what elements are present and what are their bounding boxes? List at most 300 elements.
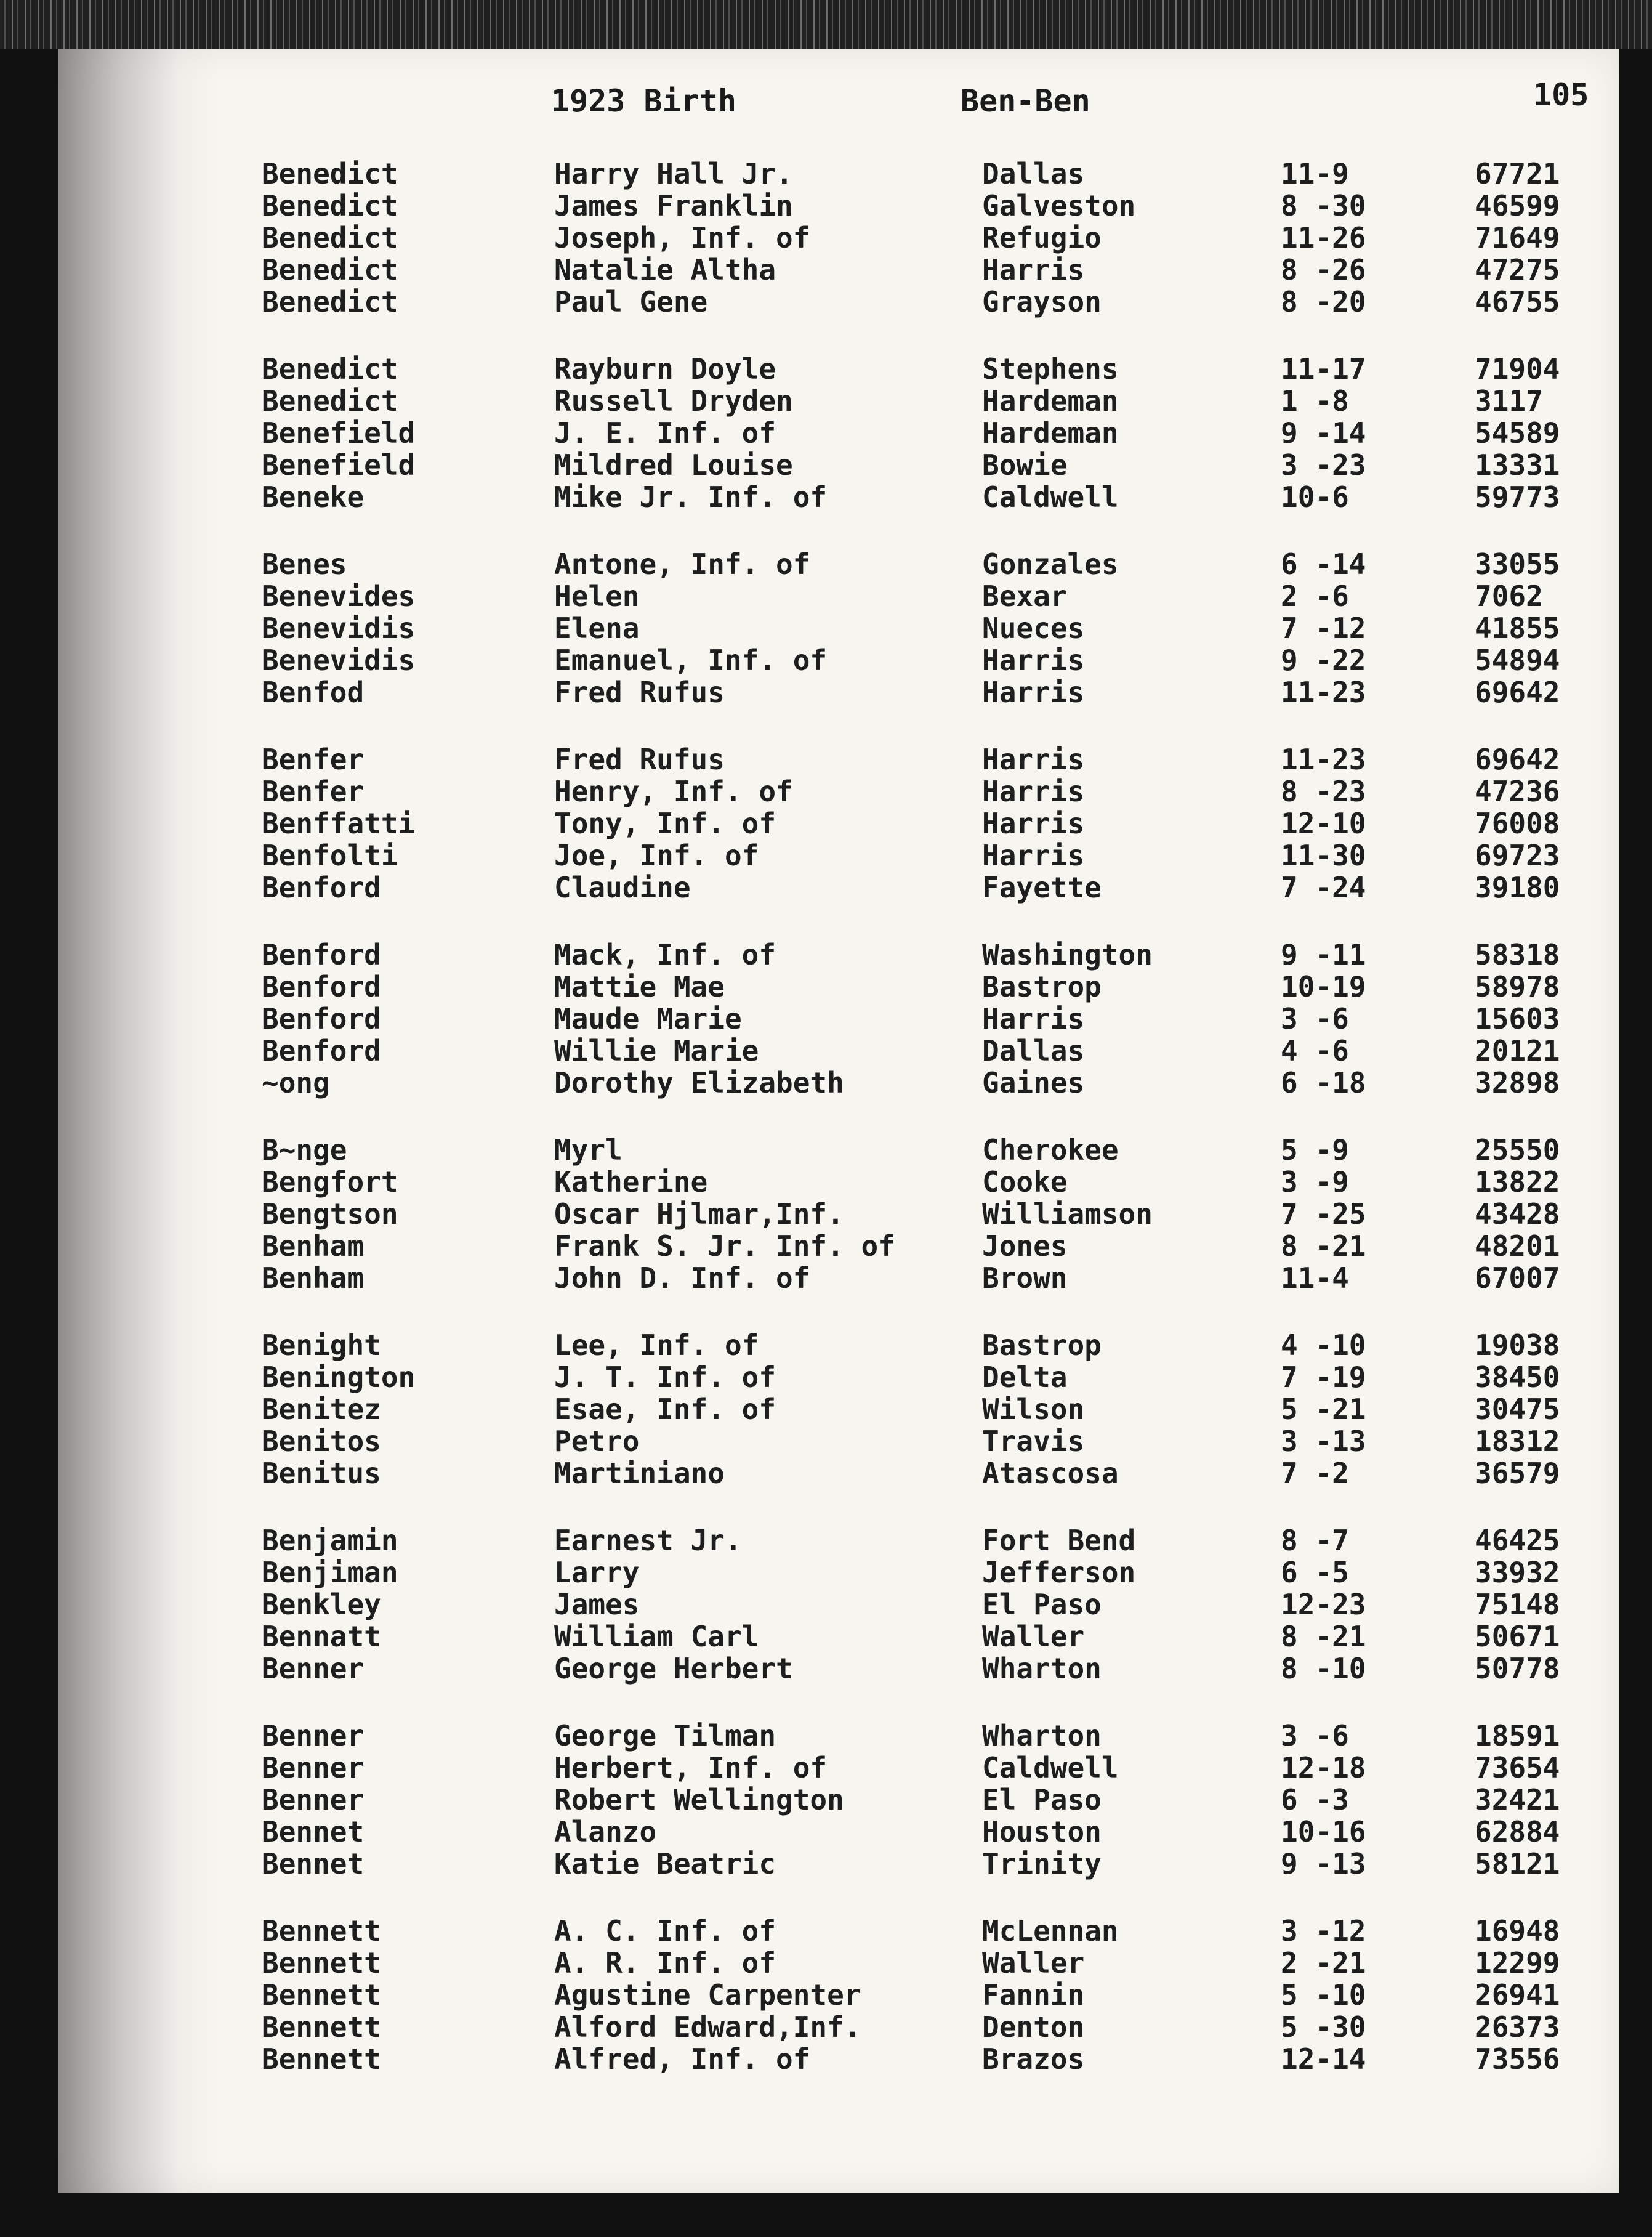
county-cell: Houston	[982, 1815, 1102, 1848]
surname-cell: Benham	[262, 1261, 365, 1295]
certificate-number-cell: 48201	[1475, 1229, 1560, 1263]
name-range: Ben-Ben	[961, 83, 1090, 119]
table-row	[58, 1393, 1619, 1426]
table-row	[58, 1751, 1619, 1784]
table-row	[58, 1425, 1619, 1458]
date-cell: 3 -9	[1281, 1165, 1349, 1199]
surname-cell: Benner	[262, 1751, 365, 1784]
table-row	[58, 1620, 1619, 1653]
date-cell: 3 -6	[1281, 1002, 1349, 1035]
given-name-cell: John D. Inf. of	[554, 1261, 810, 1295]
table-row	[58, 970, 1619, 1003]
county-cell: Waller	[982, 1620, 1085, 1653]
surname-cell: Benner	[262, 1652, 365, 1685]
date-cell: 8 -7	[1281, 1524, 1349, 1557]
surname-cell: Benedict	[262, 189, 398, 222]
surname-cell: Benkley	[262, 1588, 381, 1621]
table-row	[58, 743, 1619, 776]
table-row	[58, 1652, 1619, 1685]
table-row	[58, 871, 1619, 904]
certificate-number-cell: 69642	[1475, 743, 1560, 776]
county-cell: Dallas	[982, 157, 1085, 190]
given-name-cell: Alanzo	[554, 1815, 657, 1848]
county-cell: Fannin	[982, 1978, 1085, 2012]
surname-cell: Benjamin	[262, 1524, 398, 1557]
date-cell: 6 -5	[1281, 1556, 1349, 1589]
certificate-number-cell: 73654	[1475, 1751, 1560, 1784]
date-cell: 4 -6	[1281, 1034, 1349, 1067]
certificate-number-cell: 46425	[1475, 1524, 1560, 1557]
table-row	[58, 807, 1619, 840]
given-name-cell: Myrl	[554, 1133, 623, 1167]
certificate-number-cell: 59773	[1475, 480, 1560, 514]
county-cell: Wharton	[982, 1652, 1102, 1685]
county-cell: Delta	[982, 1361, 1068, 1394]
table-row	[58, 384, 1619, 418]
surname-cell: Benevides	[262, 580, 416, 613]
certificate-number-cell: 41855	[1475, 612, 1560, 645]
given-name-cell: Paul Gene	[554, 285, 708, 318]
county-cell: Travis	[982, 1425, 1085, 1458]
given-name-cell: James Franklin	[554, 189, 793, 222]
given-name-cell: Alford Edward,Inf.	[554, 2010, 861, 2044]
county-cell: Harris	[982, 807, 1085, 840]
table-row	[58, 2042, 1619, 2076]
certificate-number-cell: 18312	[1475, 1425, 1560, 1458]
table-row	[58, 1261, 1619, 1295]
given-name-cell: Esae, Inf. of	[554, 1393, 776, 1426]
table-row	[58, 1197, 1619, 1231]
county-cell: Brown	[982, 1261, 1068, 1295]
surname-cell: Benes	[262, 548, 347, 581]
surname-cell: ~ong	[262, 1066, 330, 1099]
given-name-cell: Emanuel, Inf. of	[554, 644, 828, 677]
county-cell: Washington	[982, 938, 1153, 971]
given-name-cell: George Herbert	[554, 1652, 793, 1685]
date-cell: 12-23	[1281, 1588, 1366, 1621]
certificate-number-cell: 43428	[1475, 1197, 1560, 1231]
given-name-cell: Russell Dryden	[554, 384, 793, 418]
table-row	[58, 1034, 1619, 1067]
date-cell: 5 -21	[1281, 1393, 1366, 1426]
certificate-number-cell: 12299	[1475, 1946, 1560, 1980]
paper-sheet	[58, 49, 1619, 2193]
given-name-cell: Katherine	[554, 1165, 708, 1199]
county-cell: Harris	[982, 839, 1085, 872]
given-name-cell: George Tilman	[554, 1719, 776, 1752]
date-cell: 12-14	[1281, 2042, 1366, 2076]
surname-cell: Benitez	[262, 1393, 381, 1426]
given-name-cell: Henry, Inf. of	[554, 775, 793, 808]
date-cell: 7 -19	[1281, 1361, 1366, 1394]
date-cell: 5 -30	[1281, 2010, 1366, 2044]
table-row	[58, 612, 1619, 645]
table-row	[58, 839, 1619, 872]
certificate-number-cell: 3117	[1475, 384, 1543, 418]
surname-cell: Benffatti	[262, 807, 416, 840]
certificate-number-cell: 50778	[1475, 1652, 1560, 1685]
county-cell: Jones	[982, 1229, 1068, 1263]
given-name-cell: Larry	[554, 1556, 640, 1589]
date-cell: 11-9	[1281, 157, 1349, 190]
date-cell: 10-16	[1281, 1815, 1366, 1848]
certificate-number-cell: 54589	[1475, 416, 1560, 450]
given-name-cell: Willie Marie	[554, 1034, 759, 1067]
certificate-number-cell: 32898	[1475, 1066, 1560, 1099]
table-row	[58, 1229, 1619, 1263]
given-name-cell: Helen	[554, 580, 640, 613]
given-name-cell: Elena	[554, 612, 640, 645]
table-row	[58, 548, 1619, 581]
given-name-cell: Antone, Inf. of	[554, 548, 810, 581]
surname-cell: Benington	[262, 1361, 416, 1394]
county-cell: Trinity	[982, 1847, 1102, 1880]
table-row	[58, 448, 1619, 482]
surname-cell: Benitos	[262, 1425, 381, 1458]
certificate-number-cell: 33055	[1475, 548, 1560, 581]
table-row	[58, 938, 1619, 971]
certificate-number-cell: 47275	[1475, 253, 1560, 286]
date-cell: 3 -6	[1281, 1719, 1349, 1752]
surname-cell: Bengfort	[262, 1165, 398, 1199]
certificate-number-cell: 47236	[1475, 775, 1560, 808]
surname-cell: Benham	[262, 1229, 365, 1263]
page-number: 105	[1533, 77, 1589, 113]
table-row	[58, 676, 1619, 709]
county-cell: Galveston	[982, 189, 1136, 222]
table-row	[58, 285, 1619, 318]
certificate-number-cell: 38450	[1475, 1361, 1560, 1394]
surname-cell: Bennet	[262, 1815, 365, 1848]
given-name-cell: Joe, Inf. of	[554, 839, 759, 872]
county-cell: Harris	[982, 253, 1085, 286]
date-cell: 4 -10	[1281, 1329, 1366, 1362]
table-row	[58, 1457, 1619, 1490]
surname-cell: Benford	[262, 970, 381, 1003]
certificate-number-cell: 7062	[1475, 580, 1543, 613]
given-name-cell: Harry Hall Jr.	[554, 157, 793, 190]
surname-cell: Benevidis	[262, 644, 416, 677]
table-row	[58, 2010, 1619, 2044]
date-cell: 10-6	[1281, 480, 1349, 514]
county-cell: Bastrop	[982, 1329, 1102, 1362]
table-row	[58, 775, 1619, 808]
county-cell: Harris	[982, 743, 1085, 776]
date-cell: 3 -13	[1281, 1425, 1366, 1458]
surname-cell: Benner	[262, 1719, 365, 1752]
table-row	[58, 1946, 1619, 1980]
surname-cell: Benefield	[262, 416, 416, 450]
surname-cell: Benford	[262, 1034, 381, 1067]
date-cell: 3 -23	[1281, 448, 1366, 482]
given-name-cell: J. T. Inf. of	[554, 1361, 776, 1394]
certificate-number-cell: 19038	[1475, 1329, 1560, 1362]
county-cell: Atascosa	[982, 1457, 1119, 1490]
county-cell: Hardeman	[982, 416, 1119, 450]
certificate-number-cell: 33932	[1475, 1556, 1560, 1589]
date-cell: 11-23	[1281, 676, 1366, 709]
certificate-number-cell: 50671	[1475, 1620, 1560, 1653]
date-cell: 10-19	[1281, 970, 1366, 1003]
date-cell: 5 -10	[1281, 1978, 1366, 2012]
county-cell: McLennan	[982, 1914, 1119, 1948]
table-row	[58, 253, 1619, 286]
given-name-cell: Earnest Jr.	[554, 1524, 742, 1557]
county-cell: Denton	[982, 2010, 1085, 2044]
certificate-number-cell: 46599	[1475, 189, 1560, 222]
given-name-cell: A. C. Inf. of	[554, 1914, 776, 1948]
given-name-cell: Mike Jr. Inf. of	[554, 480, 828, 514]
date-cell: 11-30	[1281, 839, 1366, 872]
date-cell: 9 -13	[1281, 1847, 1366, 1880]
county-cell: Gaines	[982, 1066, 1085, 1099]
surname-cell: Bennett	[262, 1978, 381, 2012]
surname-cell: Benfolti	[262, 839, 398, 872]
county-cell: Harris	[982, 644, 1085, 677]
table-row	[58, 1361, 1619, 1394]
surname-cell: Benedict	[262, 157, 398, 190]
surname-cell: B~nge	[262, 1133, 347, 1167]
given-name-cell: A. R. Inf. of	[554, 1946, 776, 1980]
certificate-number-cell: 15603	[1475, 1002, 1560, 1035]
given-name-cell: Rayburn Doyle	[554, 352, 776, 386]
date-cell: 7 -24	[1281, 871, 1366, 904]
table-row	[58, 1066, 1619, 1099]
county-cell: Grayson	[982, 285, 1102, 318]
certificate-number-cell: 13331	[1475, 448, 1560, 482]
date-cell: 12-18	[1281, 1751, 1366, 1784]
table-row	[58, 1914, 1619, 1948]
table-row	[58, 1783, 1619, 1816]
given-name-cell: James	[554, 1588, 640, 1621]
given-name-cell: Alfred, Inf. of	[554, 2042, 810, 2076]
county-cell: Bowie	[982, 448, 1068, 482]
given-name-cell: Mildred Louise	[554, 448, 793, 482]
county-cell: Harris	[982, 775, 1085, 808]
certificate-number-cell: 69642	[1475, 676, 1560, 709]
certificate-number-cell: 18591	[1475, 1719, 1560, 1752]
certificate-number-cell: 39180	[1475, 871, 1560, 904]
given-name-cell: Natalie Altha	[554, 253, 776, 286]
table-row	[58, 1556, 1619, 1589]
surname-cell: Benevidis	[262, 612, 416, 645]
surname-cell: Bennett	[262, 1946, 381, 1980]
date-cell: 11-17	[1281, 352, 1366, 386]
given-name-cell: Agustine Carpenter	[554, 1978, 861, 2012]
date-cell: 8 -21	[1281, 1620, 1366, 1653]
county-cell: Wharton	[982, 1719, 1102, 1752]
certificate-number-cell: 32421	[1475, 1783, 1560, 1816]
certificate-number-cell: 30475	[1475, 1393, 1560, 1426]
given-name-cell: Maude Marie	[554, 1002, 742, 1035]
given-name-cell: Oscar Hjlmar,Inf.	[554, 1197, 844, 1231]
county-cell: Williamson	[982, 1197, 1153, 1231]
surname-cell: Benedict	[262, 352, 398, 386]
given-name-cell: Herbert, Inf. of	[554, 1751, 828, 1784]
county-cell: Dallas	[982, 1034, 1085, 1067]
table-row	[58, 1002, 1619, 1035]
county-cell: Stephens	[982, 352, 1119, 386]
date-cell: 6 -14	[1281, 548, 1366, 581]
table-row	[58, 480, 1619, 514]
date-cell: 8 -20	[1281, 285, 1366, 318]
date-cell: 7 -2	[1281, 1457, 1349, 1490]
date-cell: 11-4	[1281, 1261, 1349, 1295]
date-cell: 8 -23	[1281, 775, 1366, 808]
surname-cell: Benitus	[262, 1457, 381, 1490]
certificate-number-cell: 58978	[1475, 970, 1560, 1003]
date-cell: 9 -22	[1281, 644, 1366, 677]
county-cell: Hardeman	[982, 384, 1119, 418]
county-cell: Cooke	[982, 1165, 1068, 1199]
scan-edge-noise	[0, 0, 1652, 49]
date-cell: 11-23	[1281, 743, 1366, 776]
given-name-cell: Martiniano	[554, 1457, 725, 1490]
table-row	[58, 1847, 1619, 1880]
surname-cell: Benedict	[262, 253, 398, 286]
given-name-cell: Katie Beatric	[554, 1847, 776, 1880]
given-name-cell: Dorothy Elizabeth	[554, 1066, 844, 1099]
county-cell: Refugio	[982, 221, 1102, 254]
given-name-cell: J. E. Inf. of	[554, 416, 776, 450]
date-cell: 2 -21	[1281, 1946, 1366, 1980]
table-row	[58, 1719, 1619, 1752]
date-cell: 8 -21	[1281, 1229, 1366, 1263]
county-cell: Caldwell	[982, 480, 1119, 514]
surname-cell: Benedict	[262, 384, 398, 418]
certificate-number-cell: 36579	[1475, 1457, 1560, 1490]
given-name-cell: Claudine	[554, 871, 691, 904]
date-cell: 3 -12	[1281, 1914, 1366, 1948]
surname-cell: Bennett	[262, 2010, 381, 2044]
date-cell: 8 -30	[1281, 189, 1366, 222]
given-name-cell: Joseph, Inf. of	[554, 221, 810, 254]
certificate-number-cell: 16948	[1475, 1914, 1560, 1948]
table-row	[58, 157, 1619, 190]
given-name-cell: Fred Rufus	[554, 676, 725, 709]
given-name-cell: Fred Rufus	[554, 743, 725, 776]
date-cell: 2 -6	[1281, 580, 1349, 613]
county-cell: Brazos	[982, 2042, 1085, 2076]
given-name-cell: Tony, Inf. of	[554, 807, 776, 840]
surname-cell: Bennett	[262, 2042, 381, 2076]
table-row	[58, 416, 1619, 450]
date-cell: 11-26	[1281, 221, 1366, 254]
surname-cell: Beneke	[262, 480, 365, 514]
given-name-cell: Robert Wellington	[554, 1783, 844, 1816]
table-row	[58, 1133, 1619, 1167]
surname-cell: Benford	[262, 938, 381, 971]
surname-cell: Benner	[262, 1783, 365, 1816]
table-row	[58, 352, 1619, 386]
certificate-number-cell: 13822	[1475, 1165, 1560, 1199]
surname-cell: Benight	[262, 1329, 381, 1362]
date-cell: 7 -25	[1281, 1197, 1366, 1231]
county-cell: Harris	[982, 676, 1085, 709]
given-name-cell: Mattie Mae	[554, 970, 725, 1003]
county-cell: Bastrop	[982, 970, 1102, 1003]
county-cell: Fort Bend	[982, 1524, 1136, 1557]
surname-cell: Benford	[262, 871, 381, 904]
given-name-cell: Petro	[554, 1425, 640, 1458]
certificate-number-cell: 25550	[1475, 1133, 1560, 1167]
surname-cell: Benjiman	[262, 1556, 398, 1589]
table-row	[58, 189, 1619, 222]
certificate-number-cell: 71904	[1475, 352, 1560, 386]
certificate-number-cell: 46755	[1475, 285, 1560, 318]
surname-cell: Bennatt	[262, 1620, 381, 1653]
certificate-number-cell: 26373	[1475, 2010, 1560, 2044]
certificate-number-cell: 26941	[1475, 1978, 1560, 2012]
given-name-cell: Lee, Inf. of	[554, 1329, 759, 1362]
table-row	[58, 1588, 1619, 1621]
certificate-number-cell: 67721	[1475, 157, 1560, 190]
county-cell: Gonzales	[982, 548, 1119, 581]
certificate-number-cell: 75148	[1475, 1588, 1560, 1621]
date-cell: 8 -26	[1281, 253, 1366, 286]
county-cell: Nueces	[982, 612, 1085, 645]
given-name-cell: Frank S. Jr. Inf. of	[554, 1229, 895, 1263]
county-cell: Wilson	[982, 1393, 1085, 1426]
surname-cell: Bennett	[262, 1914, 381, 1948]
given-name-cell: William Carl	[554, 1620, 759, 1653]
certificate-number-cell: 71649	[1475, 221, 1560, 254]
table-row	[58, 644, 1619, 677]
table-row	[58, 1165, 1619, 1199]
surname-cell: Benfod	[262, 676, 365, 709]
certificate-number-cell: 58318	[1475, 938, 1560, 971]
county-cell: El Paso	[982, 1588, 1102, 1621]
surname-cell: Benford	[262, 1002, 381, 1035]
date-cell: 8 -10	[1281, 1652, 1366, 1685]
surname-cell: Benedict	[262, 221, 398, 254]
county-cell: Fayette	[982, 871, 1102, 904]
certificate-number-cell: 73556	[1475, 2042, 1560, 2076]
table-row	[58, 221, 1619, 254]
date-cell: 7 -12	[1281, 612, 1366, 645]
certificate-number-cell: 54894	[1475, 644, 1560, 677]
certificate-number-cell: 67007	[1475, 1261, 1560, 1295]
certificate-number-cell: 62884	[1475, 1815, 1560, 1848]
date-cell: 6 -18	[1281, 1066, 1366, 1099]
date-cell: 12-10	[1281, 807, 1366, 840]
county-cell: Caldwell	[982, 1751, 1119, 1784]
date-cell: 9 -14	[1281, 416, 1366, 450]
certificate-number-cell: 76008	[1475, 807, 1560, 840]
certificate-number-cell: 58121	[1475, 1847, 1560, 1880]
date-cell: 5 -9	[1281, 1133, 1349, 1167]
certificate-number-cell: 69723	[1475, 839, 1560, 872]
surname-cell: Benfer	[262, 775, 365, 808]
county-cell: Harris	[982, 1002, 1085, 1035]
surname-cell: Benefield	[262, 448, 416, 482]
given-name-cell: Mack, Inf. of	[554, 938, 776, 971]
surname-cell: Benfer	[262, 743, 365, 776]
certificate-number-cell: 20121	[1475, 1034, 1560, 1067]
surname-cell: Benedict	[262, 285, 398, 318]
table-row	[58, 1815, 1619, 1848]
table-row	[58, 1524, 1619, 1557]
county-cell: Waller	[982, 1946, 1085, 1980]
table-row	[58, 1978, 1619, 2012]
surname-cell: Bengtson	[262, 1197, 398, 1231]
county-cell: Jefferson	[982, 1556, 1136, 1589]
surname-cell: Bennet	[262, 1847, 365, 1880]
county-cell: Bexar	[982, 580, 1068, 613]
table-row	[58, 580, 1619, 613]
date-cell: 1 -8	[1281, 384, 1349, 418]
table-row	[58, 1329, 1619, 1362]
